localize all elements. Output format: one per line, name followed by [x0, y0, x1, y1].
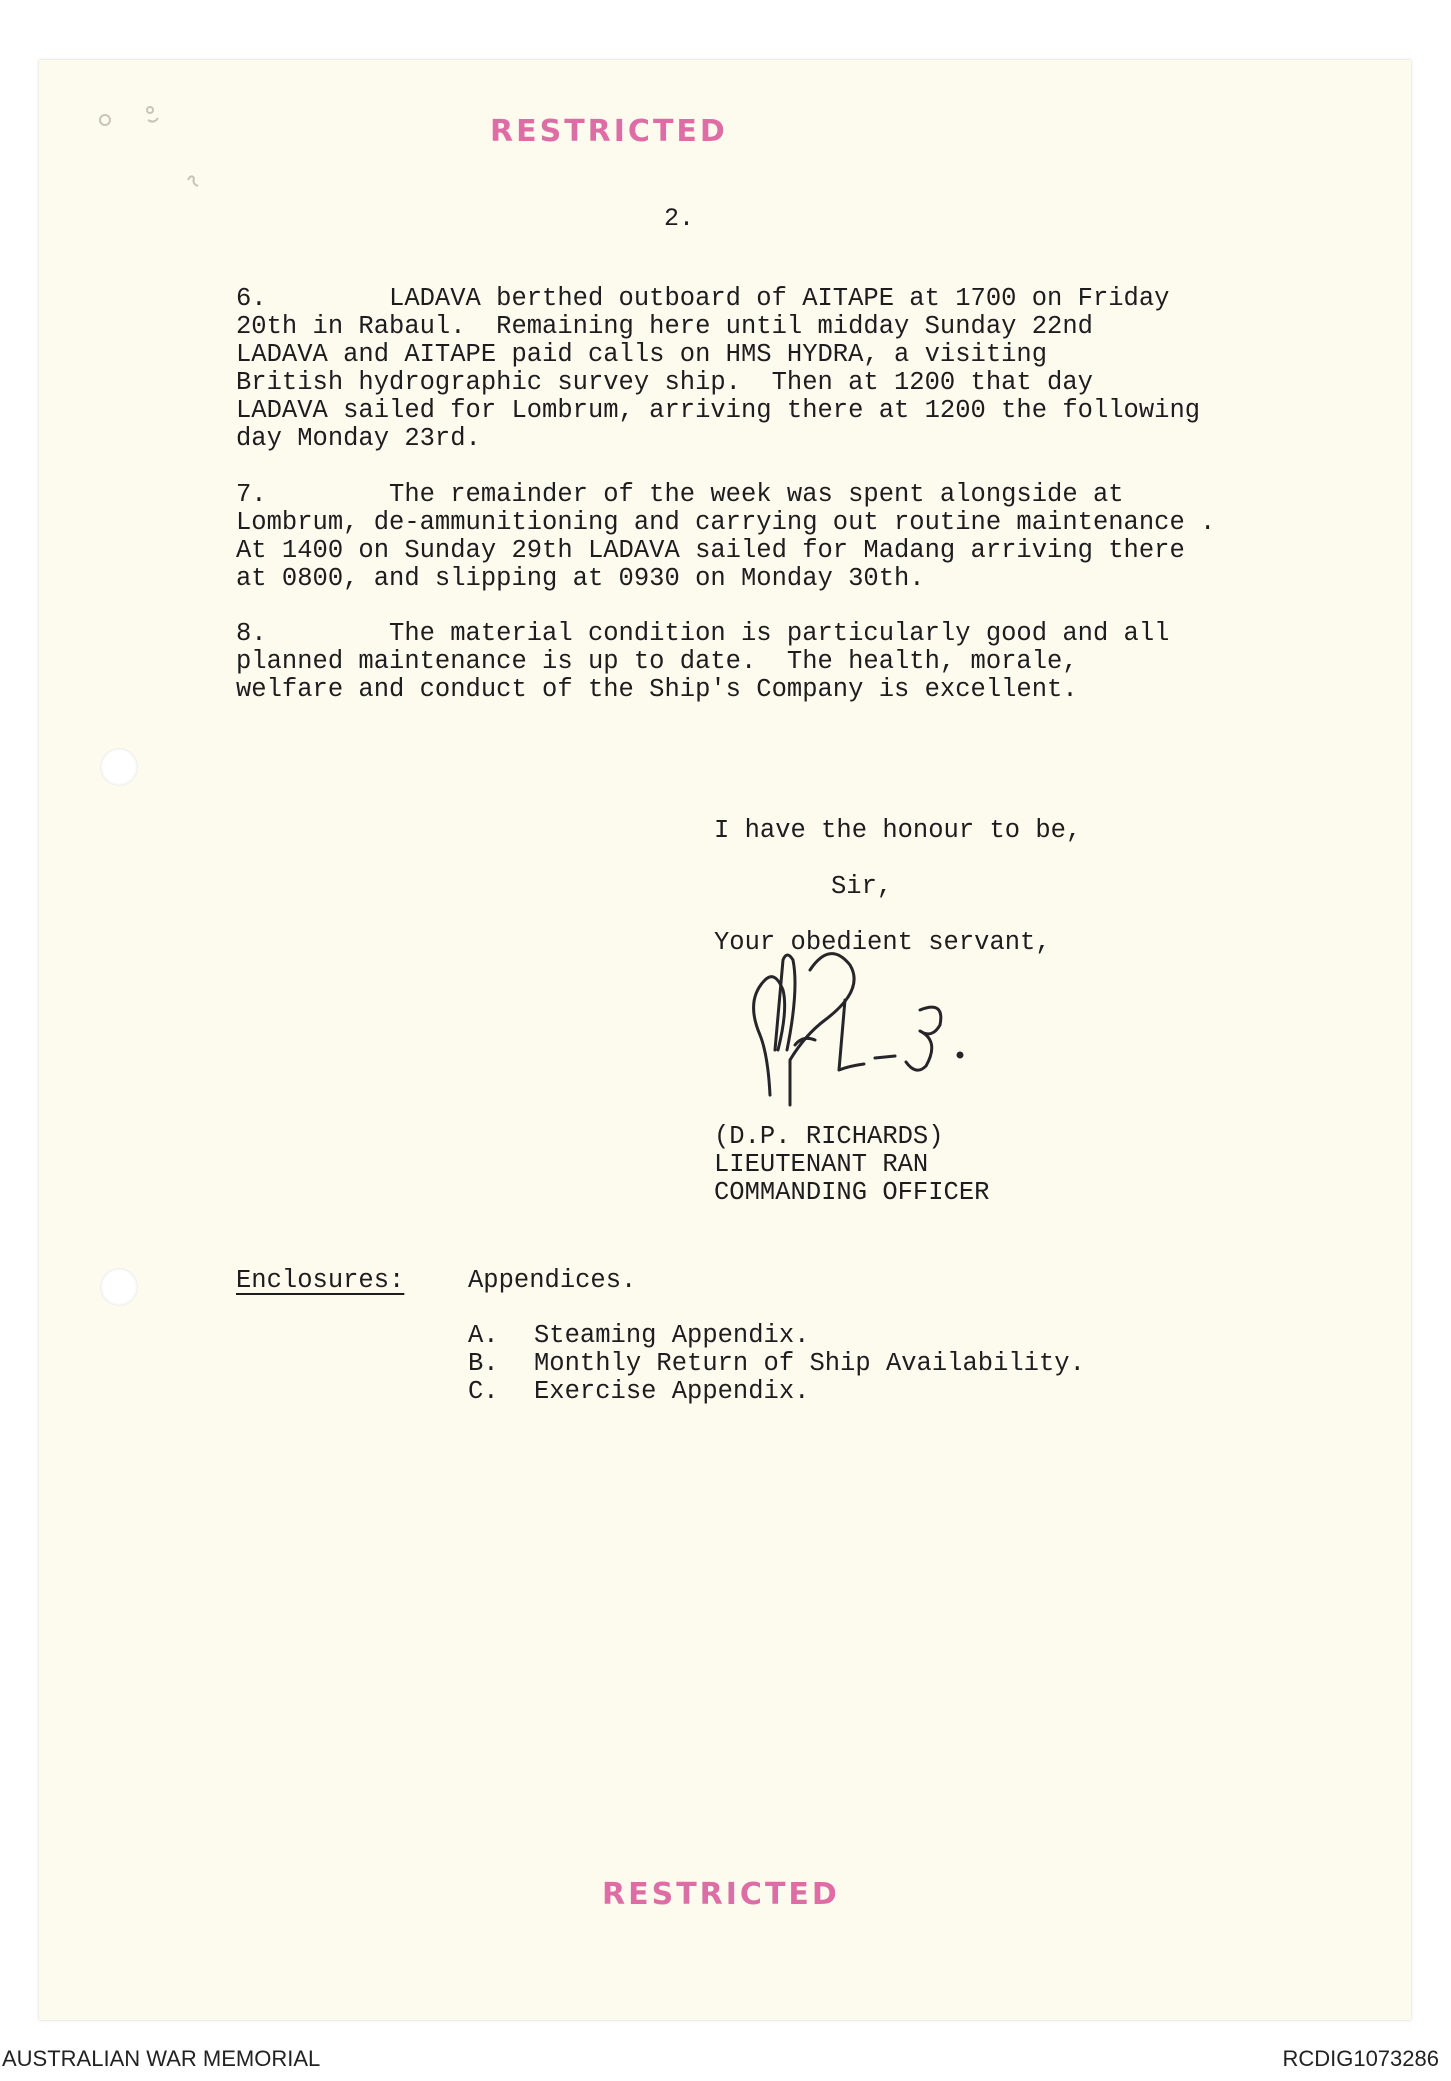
enclosures-intro: Appendices.	[468, 1266, 637, 1295]
list-item	[468, 1322, 1085, 1350]
closing-servant: Your obedient servant,	[714, 928, 1051, 957]
punch-hole	[100, 748, 138, 786]
handwritten-signature	[730, 940, 1030, 1110]
item-letter: B.	[468, 1349, 499, 1378]
paragraph-6: 6. LADAVA berthed outboard of AITAPE at 1700 on Friday 20th in Rabaul. Remaining here until midday Sunday 22nd LADAVA and AITAPE paid calls on HMS HYDRA, a visiting British hydrographic survey ship. Then at 1200 that day LADAVA sailed for Lombrum, arriving there at 1200 the following day Monday 23rd.	[236, 284, 1201, 453]
enclosures-label: Enclosures:	[236, 1266, 405, 1295]
closing-line: I have the honour to be,	[714, 816, 1082, 845]
list-item	[468, 1378, 1085, 1406]
list-item	[468, 1350, 1085, 1378]
restricted-stamp-top: RESTRICTED	[490, 114, 728, 149]
item-letter: A.	[468, 1321, 499, 1350]
paragraph-8: 8. The material condition is particularly good and all planned maintenance is up to date. The health, morale, welfare and conduct of the Ship's Company is excellent.	[236, 619, 1170, 704]
signature-block: (D.P. RICHARDS) LIEUTENANT RAN COMMANDING OFFICER	[714, 1122, 990, 1207]
enclosures-list	[468, 1322, 1085, 1406]
punch-hole	[100, 1268, 138, 1306]
item-letter: C.	[468, 1377, 499, 1406]
item-text: Steaming Appendix.	[534, 1321, 810, 1350]
salutation-sir: Sir,	[831, 872, 893, 901]
paragraph-7: 7. The remainder of the week was spent alongside at Lombrum, de-ammunitioning and carrying out routine maintenance . At 1400 on Sunday 29th LADAVA sailed for Madang arriving there at 0800, and slipping at 0930 on Monday 30th.	[236, 480, 1216, 593]
footer-source: AUSTRALIAN WAR MEMORIAL	[2, 2046, 321, 2071]
item-text: Monthly Return of Ship Availability.	[534, 1349, 1085, 1378]
item-text: Exercise Appendix.	[534, 1377, 810, 1406]
restricted-stamp-bottom: RESTRICTED	[602, 1877, 840, 1912]
smudge-marks	[90, 100, 210, 210]
footer-id: RCDIG1073286	[1282, 2046, 1439, 2071]
page-number: 2.	[664, 204, 695, 233]
